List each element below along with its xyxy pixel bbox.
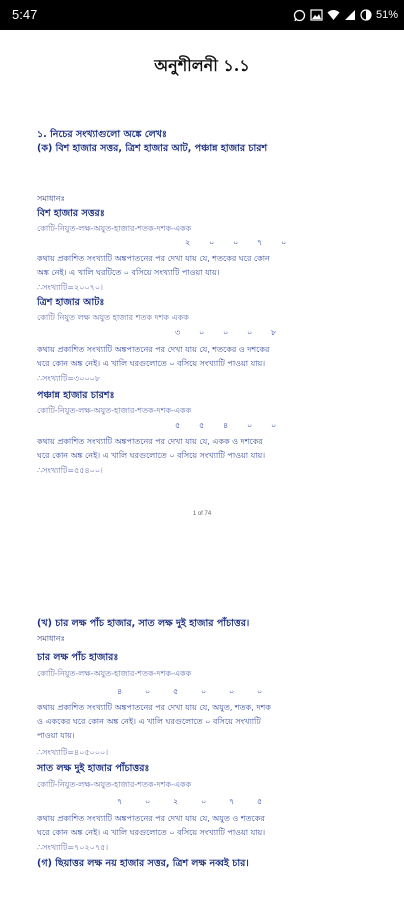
section-title: পঞ্চান্ন হাজার চারশঃ	[37, 390, 115, 401]
section-title: বিশ হাজার সত্তরঃ	[37, 208, 105, 219]
answer-line: ∴সংখ্যাটি=৭০২০৭৫।	[37, 843, 109, 852]
digit: ০	[145, 797, 151, 806]
digit: ০	[199, 328, 205, 337]
place-value-header: কোটি-নিযুত-লক্ষ-অযুত-হাজার-শতক-দশক-একক	[37, 669, 192, 678]
digit: ২	[185, 238, 191, 247]
page-title: অনুশীলনী ১.১	[154, 56, 250, 75]
digit: ৭	[117, 797, 123, 806]
explanation-line: কথায় প্রকাশিত সংখ্যাটি অঙ্কপাতনের পর দেখা যায় যে, একক ও দশকের	[37, 437, 263, 446]
explanation-line: অঙ্ক নেই। এ খালি ঘরটিতে ০ বসিয়ে সংখ্যাটি পাওয়া যায়।	[37, 268, 220, 277]
wifi-icon	[327, 9, 340, 21]
answer-line: ∴সংখ্যাটি=২০০৭০।	[37, 283, 103, 292]
digit: ৫	[257, 797, 263, 806]
whatsapp-icon	[293, 9, 306, 22]
digit: ৫	[175, 421, 181, 430]
section-title: চার লক্ষ পাঁচ হাজারঃ	[37, 652, 119, 663]
digit: ২	[173, 797, 179, 806]
digit: ৫	[199, 421, 205, 430]
digit: ০	[281, 238, 287, 247]
digit: ৭	[229, 797, 235, 806]
battery-icon	[360, 9, 372, 21]
question-part-kha: (খ) চার লক্ষ পাঁচ হাজার, সাত লক্ষ দুই হাজার পাঁচাত্তর।	[37, 618, 250, 629]
place-value-header: কোটি নিযুত লক্ষ অযুত হাজার শতক দশক একক	[37, 313, 189, 322]
image-icon	[310, 9, 323, 21]
status-bar	[0, 0, 404, 30]
explanation-line: ঘরে কোন অঙ্ক নেই। এ খালি ঘরগুলোতে ০ বসিয়ে সংখ্যাটি পাওয়া যায়।	[37, 451, 266, 460]
document-page[interactable]	[0, 30, 404, 900]
digit: ০	[247, 328, 253, 337]
page-number: 1 of 74	[192, 511, 212, 517]
explanation-line: কথায় প্রকাশিত সংখ্যাটি অঙ্কপাতনের পর দেখা যায় যে, শতকের ঘরে কোন	[37, 254, 270, 263]
digit: ৪	[223, 421, 229, 430]
digit: ৮	[271, 328, 277, 337]
solution-label: সমাধানঃ	[37, 634, 65, 643]
digit: ৫	[173, 687, 179, 696]
digit: ০	[209, 238, 215, 247]
digit: ৩	[175, 328, 181, 337]
answer-line: ∴সংখ্যাটি=৪০৫০০০।	[37, 748, 109, 757]
digit: ০	[223, 328, 229, 337]
question-part-ga: (গ) ছিয়াত্তর লক্ষ নয় হাজার সত্তর, ত্রিশ লক্ষ নব্বই চার।	[37, 858, 249, 869]
explanation-line: ও এককের ঘরে কোন অঙ্ক নেই। এ খালি ঘরগুলোতে ০ বসিয়ে সংখ্যাটি	[37, 717, 261, 726]
digit: ৪	[117, 687, 123, 696]
explanation-line: কথায় প্রকাশিত সংখ্যাটি অঙ্কপাতনের পর দেখা যায় যে, অযুত ও শতকের	[37, 814, 265, 823]
digit: ০	[233, 238, 239, 247]
status-time: 5:47	[12, 7, 38, 22]
answer-line: ∴সংখ্যাটি=৩০০০৮	[37, 374, 101, 383]
battery-percentage: 51%	[375, 9, 398, 21]
status-icons	[293, 6, 398, 24]
solution-label: সমাধানঃ	[37, 194, 65, 203]
place-value-header: কোটি-নিযুত-লক্ষ-অযুত-হাজার-শতক-দশক-একক	[37, 224, 192, 233]
explanation-line: পাওয়া যায়।	[37, 731, 75, 740]
explanation-line: কথায় প্রকাশিত সংখ্যাটি অঙ্কপাতনের পর দেখা যায় যে, শতকের ও দশকের	[37, 345, 270, 354]
question-part-ka: (ক) বিশ হাজার সত্তর, ত্রিশ হাজার আট, পঞ্চান্ন হাজার চারশ	[37, 143, 268, 154]
digit: ০	[271, 421, 277, 430]
explanation-line: কথায় প্রকাশিত সংখ্যাটি অঙ্কপাতনের পর দেখা যায় যে, অযুত, শতক, দশক	[37, 703, 271, 712]
digit: ০	[145, 687, 151, 696]
question-heading: ১. নিচের সংখ্যাগুলো অঙ্কে লেখঃ	[37, 129, 167, 140]
place-value-header: কোটি-নিযুত-লক্ষ-অযুত-হাজার-শতক-দশক-একক	[37, 780, 192, 789]
explanation-line: ঘরে কোন অঙ্ক নেই। এ খালি ঘরগুলোতে ০ বসিয়ে সংখ্যাটি পাওয়া যায়।	[37, 828, 266, 837]
digit: ৭	[257, 238, 263, 247]
signal-icon	[344, 9, 356, 21]
section-title: ত্রিশ হাজার আটঃ	[37, 297, 105, 308]
digit: ০	[229, 687, 235, 696]
answer-line: ∴সংখ্যাটি=৫৫৪০০।	[37, 466, 103, 475]
explanation-line: ঘরে কোন অঙ্ক নেই। এ খালি ঘরগুলোতে ০ বসিয়ে সংখ্যাটি পাওয়া যায়।	[37, 359, 266, 368]
digit: ০	[201, 797, 207, 806]
digit: ০	[257, 687, 263, 696]
section-title: সাত লক্ষ দুই হাজার পাঁচাত্তরঃ	[37, 763, 150, 774]
place-value-header: কোটি-নিযুত-লক্ষ-অযুত-হাজার-শতক-দশক-একক	[37, 406, 192, 415]
digit: ০	[247, 421, 253, 430]
digit: ০	[201, 687, 207, 696]
